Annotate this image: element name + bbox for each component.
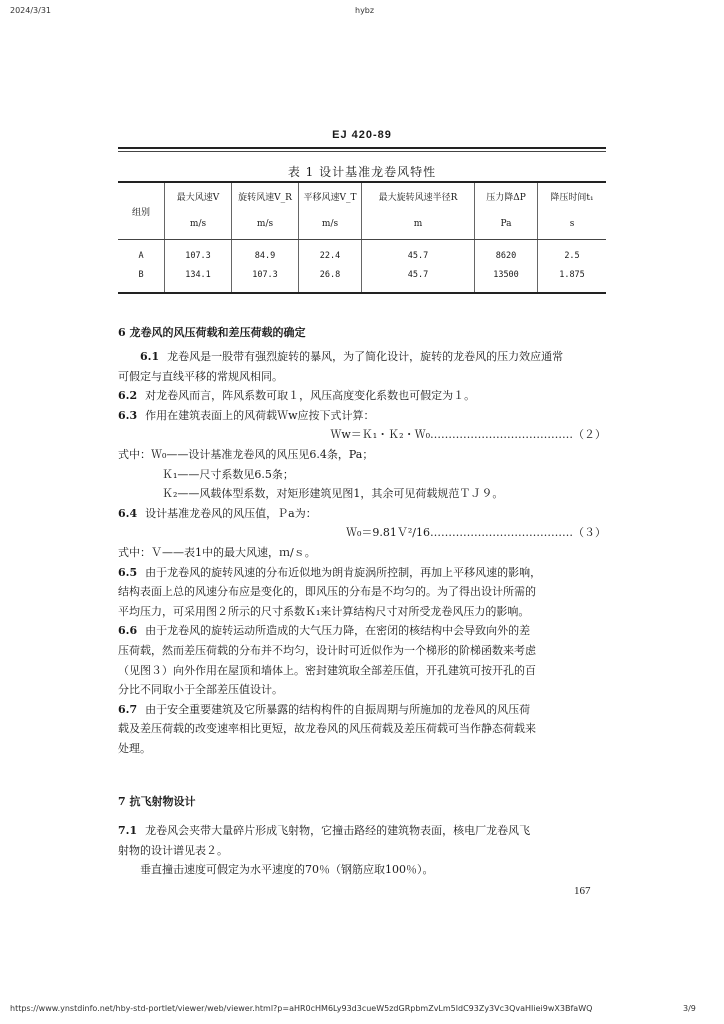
definition-k1: Ｋ₁——尺寸系数见6.5条； [162, 467, 294, 481]
paragraph-6-6-cont: （见图３）向外作用在屋顶和墙体上。密封建筑取全部差压值，开孔建筑可按开孔的百 [118, 663, 536, 677]
paragraph-6-5-cont: 结构表面上总的风速分布应是变化的，即风压的分布是不均匀的。为了得出设计所需的 [118, 585, 536, 599]
equation-2: Ｗw＝Ｋ₁・Ｋ₂・Ｗ₀…………………………………（２） [330, 428, 606, 442]
table-cell: 13500 [475, 265, 538, 293]
paragraph-6-1-cont: 可假定与直线平移的常规风相同。 [118, 369, 283, 383]
table-header-cell: 压力降ΔP Pa [475, 182, 538, 240]
table-header-cell: 降压时间t₁ s [538, 182, 607, 240]
print-date: 2024/3/31 [10, 6, 52, 15]
paragraph-6-7-cont: 载及差压荷载的改变速率相比更短，故龙卷风的风压荷载及差压荷载可当作静态荷载来 [118, 722, 536, 736]
table-row [118, 265, 606, 293]
table-header-cell: 旋转风速V_R m/s [232, 182, 299, 240]
paragraph-6-7: 6.7 由于安全重要建筑及它所暴露的结构构件的自振周期与所施加的龙卷风的风压荷 [118, 702, 531, 716]
table-cell: 26.8 [299, 265, 362, 293]
table-row [118, 240, 606, 266]
paragraph-7-1: 7.1 龙卷风会夹带大量碎片形成飞射物，它撞击路经的建筑物表面，核电厂龙卷风飞 [118, 824, 531, 837]
section-7-body [118, 821, 606, 880]
paragraph-6-7-cont: 处理。 [118, 741, 151, 755]
table-cell: 107.3 [165, 240, 232, 266]
table-header-group: 组别 [118, 182, 165, 240]
paragraph-6-4: 6.4 设计基准龙卷风的风压值，Ｐa为： [118, 506, 317, 520]
paragraph-6-1: 6.1 龙卷风是一股带有强烈旋转的暴风，为了简化设计，旋转的龙卷风的压力效应通常 [140, 350, 564, 363]
paragraph-6-5-cont: 平均压力，可采用图２所示的尺寸系数Ｋ₁来计算结构尺寸对所受龙卷风压力的影响。 [118, 604, 530, 618]
section-6-body [118, 347, 606, 758]
paragraph-6-6: 6.6 由于龙卷风的旋转运动所造成的大气压力降，在密闭的核结构中会导致向外的差 [118, 624, 531, 638]
page-number: 167 [574, 885, 591, 897]
print-page-count: 3/9 [683, 1004, 696, 1013]
paragraph-7-1-cont: 射物的设计谱见表２。 [118, 843, 228, 857]
where-label: 式中：Ｗ₀——设计基准龙卷风的风压见6.4条，Pa； [118, 447, 374, 461]
header-rule-thin [118, 151, 606, 152]
definition-v: 式中：Ｖ——表1中的最大风速，ｍ/ｓ。 [118, 545, 316, 559]
section-7-title: 7 抗飞射物设计 [118, 795, 196, 808]
print-site-title: hybz [355, 6, 375, 15]
paragraph-6-3: 6.3 作用在建筑表面上的风荷载Ｗw应按下式计算： [118, 408, 375, 422]
header-rule [118, 147, 606, 149]
table-cell: 107.3 [232, 265, 299, 293]
print-url[interactable]: https://www.ynstdinfo.net/hby-std-portlet/viewer/web/viewer.html?p=aHR0cHM6Ly93d3cueW5zdGRpbmZvLm5ldC93Zy3Vc3QvaHIiei9wX3BfaWQ [10, 1004, 593, 1013]
table-cell: 1.875 [559, 269, 585, 280]
table-cell: 45.7 [362, 265, 475, 293]
table-cell: 8620 [475, 240, 538, 266]
table-cell: 22.4 [299, 240, 362, 266]
table-cell: 2.5 [564, 250, 580, 261]
table-header-cell: 平移风速V_T m/s [299, 182, 362, 240]
table-header-cell: 最大风速V m/s [165, 182, 232, 240]
table-cell: B [118, 265, 165, 293]
table-cell: A [118, 240, 165, 266]
table-cell: 134.1 [165, 265, 232, 293]
tornado-characteristics-table [118, 181, 606, 294]
table-cell: 45.7 [362, 240, 475, 266]
definition-k2: Ｋ₂——风载体型系数，对矩形建筑见图1，其余可见荷载规范ＴＪ９。 [162, 487, 504, 501]
paragraph-6-6-cont: 压荷载，然而差压荷载的分布并不均匀，设计时可近似作为一个梯形的阶梯函数来考虑 [118, 643, 536, 657]
paragraph-6-6-cont: 分比不同取小于全部差压值设计。 [118, 683, 283, 697]
standard-code: EJ 420-89 [332, 129, 392, 141]
equation-3: Ｗ₀＝9.81Ｖ²/16…………………………………（３） [345, 526, 606, 540]
paragraph-6-2: 6.2 对龙卷风而言，阵风系数可取１，风压高度变化系数也可假定为１。 [118, 389, 476, 403]
table-header-cell: 最大旋转风速半径R m [362, 182, 475, 240]
paragraph-6-5: 6.5 由于龙卷风的旋转风速的分布近似地为朗肯旋涡所控制，再加上平移风速的影响， [118, 565, 542, 579]
table-caption: 表 1 设计基准龙卷风特性 [287, 165, 437, 179]
table-cell: 84.9 [232, 240, 299, 266]
paragraph-7-1-cont: 垂直撞击速度可假定为水平速度的70％（钢筋应取100％）。 [140, 863, 434, 877]
section-6-title: 6 龙卷风的风压荷载和差压荷载的确定 [118, 326, 306, 339]
